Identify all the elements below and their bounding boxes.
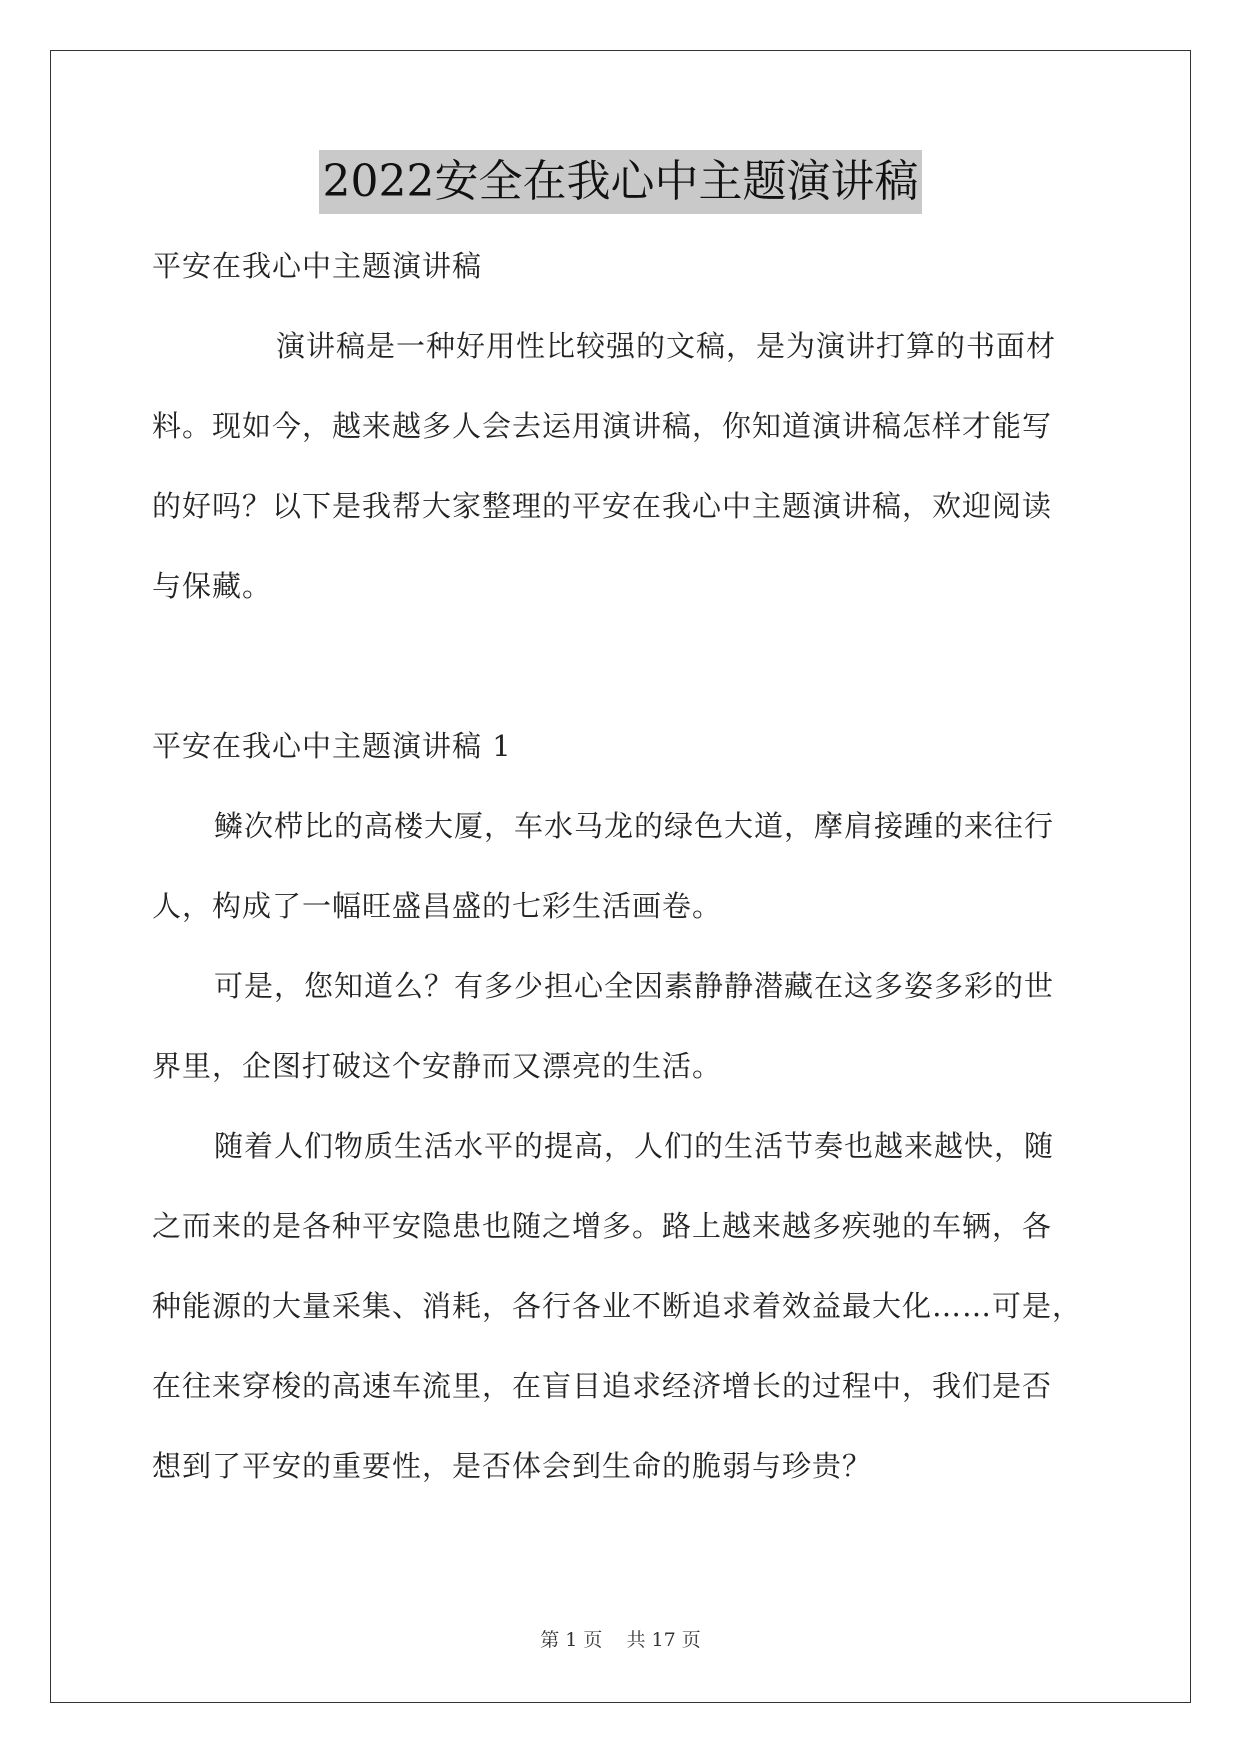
paragraph-line: 可是，您知道么？有多少担心全因素静静潜藏在这多姿多彩的世 [214, 969, 1055, 1003]
paragraph-line: 随着人们物质生活水平的提高，人们的生活节奏也越来越快，随 [214, 1129, 1055, 1163]
spacer [152, 626, 1092, 706]
intro-line: 与保藏。 [152, 569, 273, 603]
paragraph-line: 鳞次栉比的高楼大厦，车水马龙的绿色大道，摩肩接踵的来往行 [214, 809, 1055, 843]
intro-line: 料。现如今，越来越多人会去运用演讲稿，你知道演讲稿怎样才能写 [152, 409, 1053, 443]
intro-line: 演讲稿是一种好用性比较强的文稿，是为演讲打算的书面材 [276, 329, 1057, 363]
paragraph-line: 想到了平安的重要性，是否体会到生命的脆弱与珍贵？ [152, 1449, 873, 1483]
document-title: 2022安全在我心中主题演讲稿 [319, 150, 923, 214]
document-body [152, 226, 1092, 1506]
paragraph-line: 种能源的大量采集、消耗，各行各业不断追求着效益最大化……可是， [152, 1289, 1083, 1323]
section-heading: 平安在我心中主题演讲稿 1 [152, 729, 512, 763]
page-footer [0, 1625, 1241, 1652]
paragraph-line: 之而来的是各种平安隐患也随之增多。路上越来越多疾驰的车辆，各 [152, 1209, 1053, 1243]
page-total: 共 17 页 [626, 1629, 701, 1651]
paragraph-line: 人，构成了一幅旺盛昌盛的七彩生活画卷。 [152, 889, 723, 923]
page-number: 第 1 页 [540, 1629, 603, 1651]
paragraph-line: 界里，企图打破这个安静而又漂亮的生活。 [152, 1049, 723, 1083]
paragraph-line: 在往来穿梭的高速车流里，在盲目追求经济增长的过程中，我们是否 [152, 1369, 1053, 1403]
intro-line: 的好吗？以下是我帮大家整理的平安在我心中主题演讲稿，欢迎阅读 [152, 489, 1053, 523]
title-area [0, 150, 1241, 214]
subtitle: 平安在我心中主题演讲稿 [152, 249, 483, 283]
